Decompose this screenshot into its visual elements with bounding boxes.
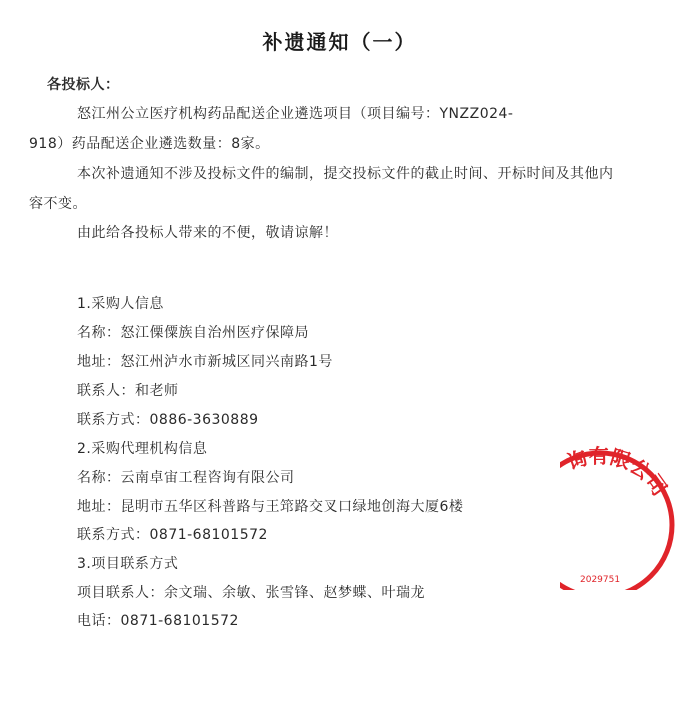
purchaser-heading: 1.采购人信息 bbox=[77, 296, 164, 312]
paragraph-1-line-2: 918）药品配送企业遴选数量：8家。 bbox=[29, 136, 270, 152]
purchaser-name: 名称：怒江傈僳族自治州医疗保障局 bbox=[77, 325, 309, 341]
agency-address: 地址：昆明市五华区科普路与王筇路交叉口绿地创海大厦6楼 bbox=[77, 499, 464, 515]
agency-name: 名称：云南卓宙工程咨询有限公司 bbox=[77, 470, 295, 486]
project-phone: 电话：0871-68101572 bbox=[77, 613, 239, 629]
notice-title: 补遗通知（一） bbox=[262, 30, 417, 54]
paragraph-2-line-2: 容不变。 bbox=[29, 196, 87, 212]
salutation: 各投标人： bbox=[47, 77, 120, 93]
company-seal bbox=[560, 440, 679, 590]
agency-heading: 2.采购代理机构信息 bbox=[77, 441, 208, 457]
purchaser-contact: 联系人：和老师 bbox=[77, 383, 179, 399]
seal-number: 2029751 bbox=[580, 575, 621, 585]
paragraph-3: 由此给各投标人带来的不便，敬请谅解！ bbox=[77, 225, 338, 241]
project-contact-heading: 3.项目联系方式 bbox=[77, 556, 179, 572]
paragraph-1-line-1: 怒江州公立医疗机构药品配送企业遴选项目（项目编号：YNZZ024- bbox=[77, 106, 514, 122]
purchaser-address: 地址：怒江州泸水市新城区同兴南路1号 bbox=[77, 354, 333, 370]
paragraph-2-line-1: 本次补遗通知不涉及投标文件的编制，提交投标文件的截止时间、开标时间及其他内 bbox=[77, 166, 614, 182]
seal-text: 询有限公司 bbox=[563, 443, 672, 501]
purchaser-phone: 联系方式：0886-3630889 bbox=[77, 412, 259, 428]
agency-phone: 联系方式：0871-68101572 bbox=[77, 527, 268, 543]
project-contacts: 项目联系人：余文瑞、余敏、张雪锋、赵梦蝶、叶瑞龙 bbox=[77, 585, 425, 601]
